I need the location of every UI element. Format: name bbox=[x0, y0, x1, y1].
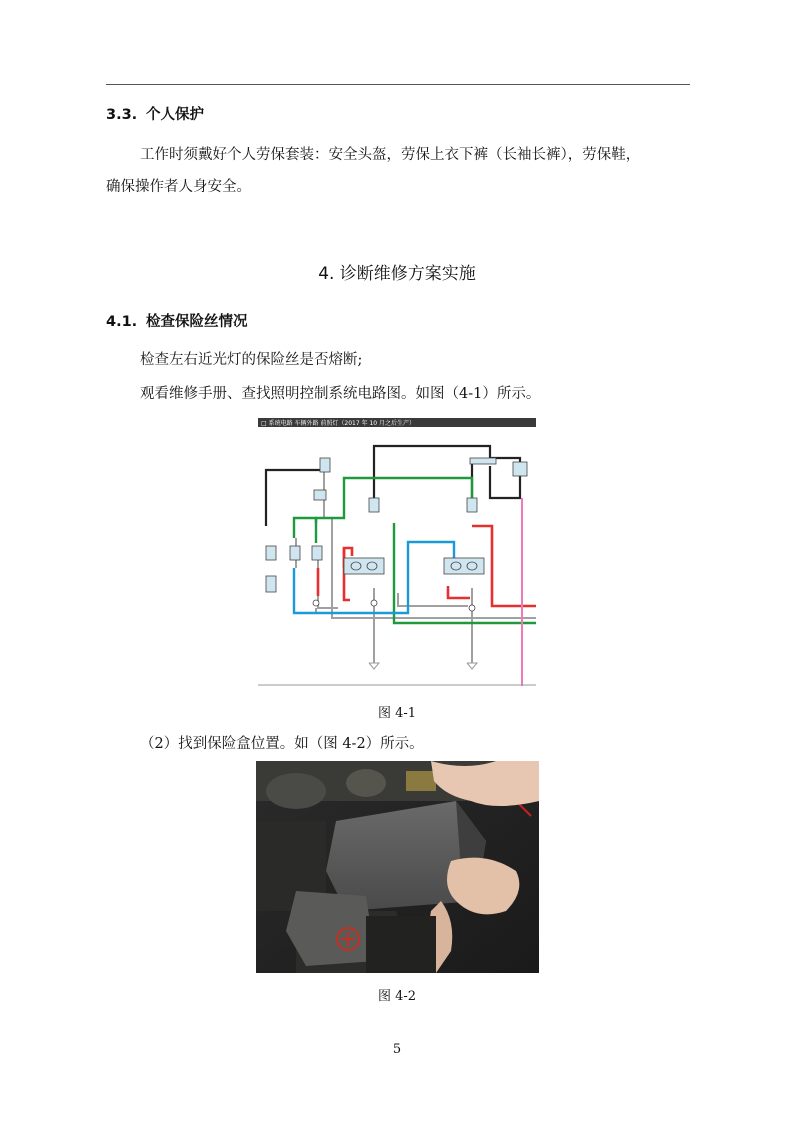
paragraph-line: 工作时须戴好个人劳保套装：安全头盔，劳保上衣下裤（长袖长裤），劳保鞋， bbox=[140, 147, 641, 163]
section-4-1-heading bbox=[106, 310, 248, 331]
circuit-diagram-figure bbox=[258, 418, 536, 686]
section-title: 检查保险丝情况 bbox=[146, 314, 248, 330]
paragraph-line: 检查左右近光灯的保险丝是否熔断; bbox=[140, 352, 363, 368]
header-rule bbox=[106, 84, 690, 85]
section-title: 个人保护 bbox=[146, 107, 204, 123]
page-number: 5 bbox=[392, 1042, 402, 1057]
section-3-3-heading bbox=[106, 103, 204, 124]
paragraph-line: 观看维修手册、查找照明控制系统电路图。如图（4-1）所示。 bbox=[140, 386, 541, 402]
diagram-header-text: □ 系统电路 车辆外路 前照灯（2017 年 10 月之后生产） bbox=[261, 420, 416, 427]
fuse-box-photo-image bbox=[256, 761, 539, 973]
paragraph-line: 确保操作者人身安全。 bbox=[106, 179, 251, 195]
section-number: 4.1. bbox=[106, 314, 138, 330]
paragraph-line: （2）找到保险盒位置。如（图 4-2）所示。 bbox=[140, 736, 424, 752]
figure-caption: 图 4-2 bbox=[377, 989, 417, 1004]
fuse-box-photo bbox=[256, 761, 539, 973]
chapter-heading: 4. 诊断维修方案实施 bbox=[318, 264, 476, 284]
section-number: 3.3. bbox=[106, 107, 138, 123]
figure-caption: 图 4-1 bbox=[377, 706, 417, 721]
circuit-diagram bbox=[258, 418, 536, 686]
